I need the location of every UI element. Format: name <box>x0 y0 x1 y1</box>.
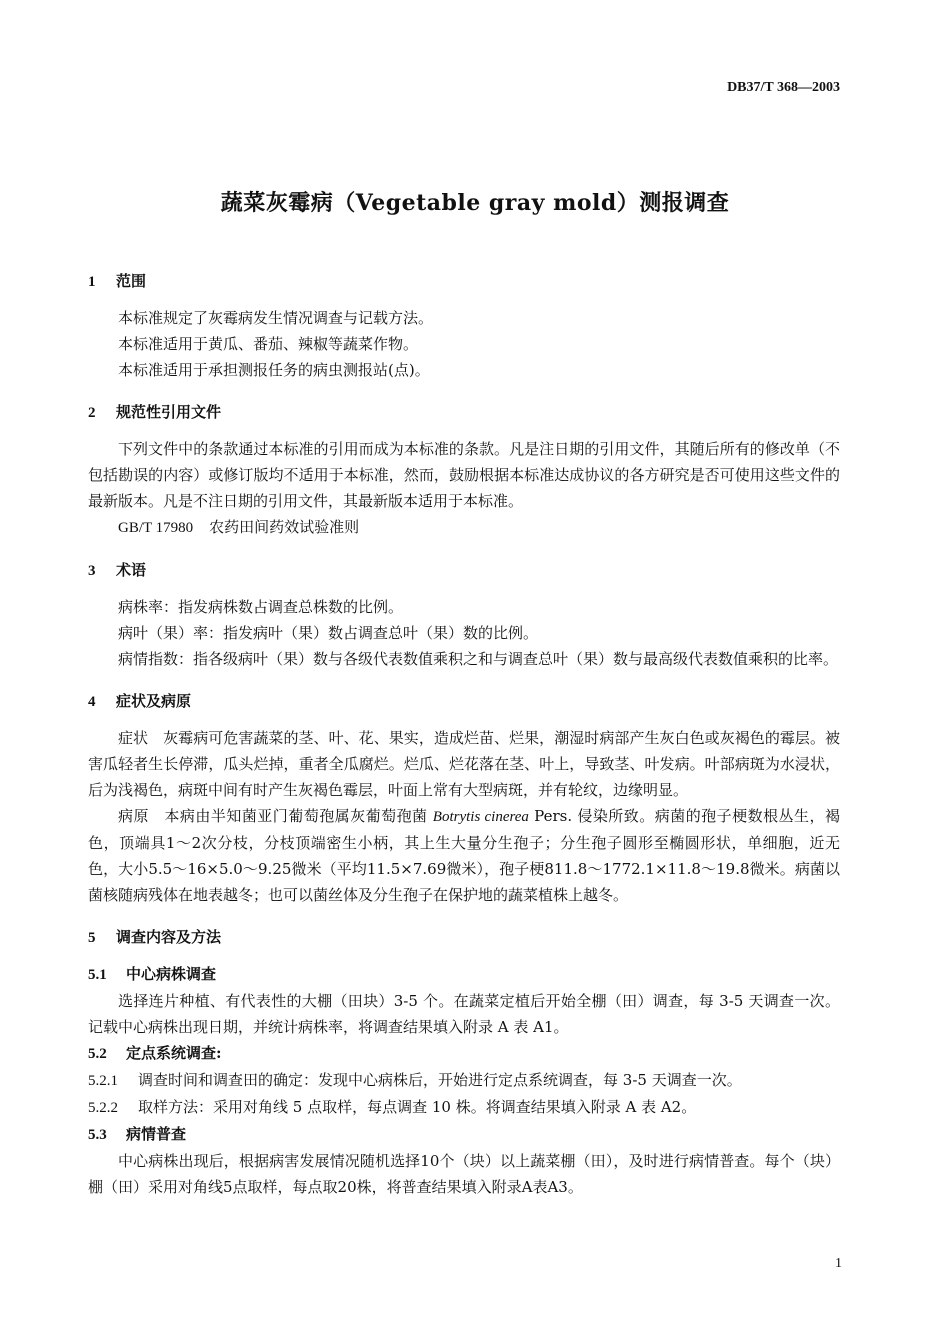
paragraph: 本标准适用于承担测报任务的病虫测报站(点)。 <box>118 361 430 379</box>
document-body <box>88 268 840 1200</box>
section-4-heading: 4 症状及病原 <box>88 692 192 710</box>
clause-5-2-2: 5.2.2 取样方法：采用对角线 5 点取样，每点调查 10 株。将调查结果填入附录 A 表 A2。 <box>88 1098 697 1116</box>
term-definition: 病叶（果）率：指发病叶（果）数占调查总叶（果）数的比例。 <box>118 624 539 642</box>
subsection-5-1-heading: 5.1 中心病株调查 <box>88 965 217 983</box>
subsection-5-3-heading: 5.3 病情普查 <box>88 1125 187 1143</box>
standard-code: DB37/T 368—2003 <box>727 80 840 95</box>
paragraph: 中心病株出现后，根据病害发展情况随机选择10个（块）以上蔬菜棚（田），及时进行病情普查。每个（块）棚（田）采用对角线5点取样，每点取20株，将普查结果填入附录A表A3。 <box>88 1152 840 1196</box>
section-3-heading: 3 术语 <box>88 561 147 579</box>
subsection-5-2-heading: 5.2 定点系统调查: <box>88 1044 222 1062</box>
document-title: 蔬菜灰霉病（Vegetable gray mold）测报调查 <box>220 190 730 216</box>
section-1-heading: 1 范围 <box>88 272 147 290</box>
normative-reference: GB/T 17980 农药田间药效试验准则 <box>118 518 360 536</box>
term-definition: 病株率：指发病株数占调查总株数的比例。 <box>118 598 404 616</box>
paragraph: 选择连片种植、有代表性的大棚（田块）3-5 个。在蔬菜定植后开始全棚（田）调查，每 3-5 天调查一次。记载中心病株出现日期，并统计病株率，将调查结果填入附录 A 表 A1。 <box>88 992 840 1036</box>
section-5-heading: 5 调查内容及方法 <box>88 928 222 946</box>
term-definition: 病情指数：指各级病叶（果）数与各级代表数值乘积之和与调查总叶（果）数与最高级代表数值乘积的比率。 <box>118 650 839 668</box>
paragraph: 本标准适用于黄瓜、番茄、辣椒等蔬菜作物。 <box>118 335 419 353</box>
page-number: 1 <box>835 1256 842 1271</box>
paragraph: 本标准规定了灰霉病发生情况调查与记载方法。 <box>118 309 434 327</box>
clause-5-2-1: 5.2.1 调查时间和调查田的确定：发现中心病株后，开始进行定点系统调查，每 3-5 天调查一次。 <box>88 1071 742 1089</box>
paragraph-pathogen: 病原 本病由半知菌亚门葡萄孢属灰葡萄孢菌 Botrytis cinerea Pers. 侵染所致。病菌的孢子梗数根丛生，褐色，顶端具1～2次分枝，分枝顶端密生小柄，其上生大量分生孢子；分生孢子圆形至椭圆形状，单细胞，近无色，大小5.5～16×5.0～9.25微米（平均11.5×7.69微米），孢子梗811.8～1772.1×11.8～19.8微米。病菌以菌核随病残体在地表越冬；也可以菌丝体及分生孢子在保护地的蔬菜植株上越冬。 <box>88 807 840 904</box>
paragraph: 下列文件中的条款通过本标准的引用而成为本标准的条款。凡是注日期的引用文件，其随后所有的修改单（不包括勘误的内容）或修订版均不适用于本标准，然而，鼓励根据本标准达成协议的各方研究是否可使用这些文件的最新版本。凡是不注日期的引用文件，其最新版本适用于本标准。 <box>88 440 840 510</box>
section-2-heading: 2 规范性引用文件 <box>88 403 222 421</box>
paragraph-symptoms: 症状 灰霉病可危害蔬菜的茎、叶、花、果实，造成烂苗、烂果，潮湿时病部产生灰白色或灰褐色的霉层。被害瓜轻者生长停滞，瓜头烂掉，重者全瓜腐烂。烂瓜、烂花落在茎、叶上，导致茎、叶发病。叶部病斑为水浸状，后为浅褐色，病斑中间有时产生灰褐色霉层，叶面上常有大型病斑，并有轮纹，边缘明显。 <box>88 729 840 799</box>
